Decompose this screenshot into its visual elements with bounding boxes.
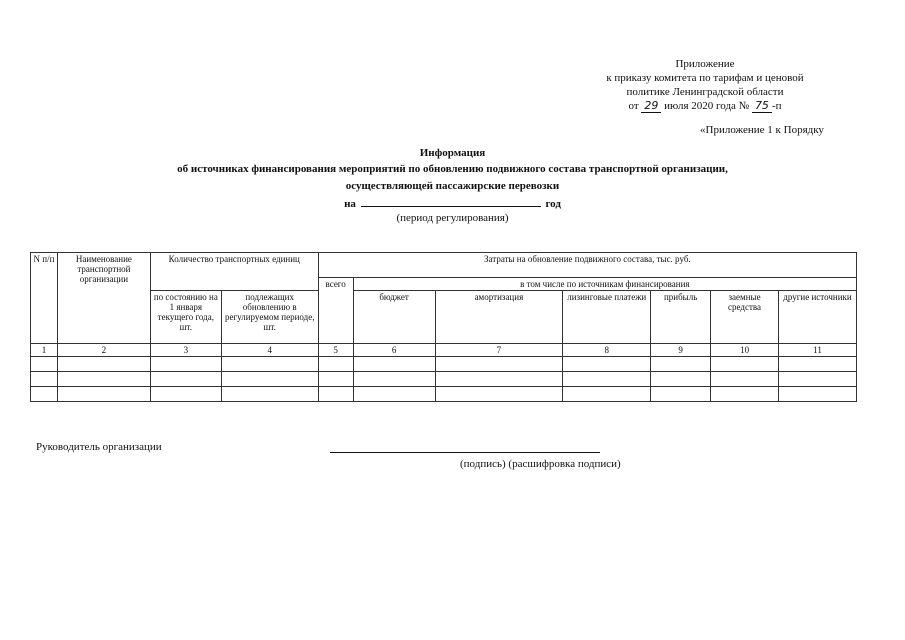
table-cell [563,387,651,402]
period-caption: (период регулирования) [396,212,509,224]
table-cell [150,387,221,402]
date-rest: июля 2020 года № [664,100,750,112]
director-label: Руководитель организации [36,441,162,453]
column-number: 3 [150,344,221,357]
period-prefix: на [344,198,356,210]
header-sources: в том числе по источникам финансирования [353,278,856,291]
table-cell [563,372,651,387]
date-day: 29 [641,99,661,113]
table-cell [318,372,353,387]
table-cell [221,372,318,387]
table-cell [651,372,711,387]
table-cell [711,387,779,402]
table-cell [150,357,221,372]
table-cell [150,372,221,387]
table-cell [435,387,563,402]
order-number-suffix: -п [771,100,782,112]
header-qty: Количество транспортных единиц [150,253,318,291]
column-number: 7 [435,344,563,357]
header-qty-start: по состоянию на 1 января текущего года, шт. [150,291,221,344]
header-total: всего [318,278,353,344]
header-profit: прибыль [651,291,711,344]
column-number: 2 [57,344,150,357]
appendix-line-2: к приказу комитета по тарифам и ценовой [606,72,804,84]
table-cell [318,357,353,372]
table-cell [711,357,779,372]
period-blank [361,196,541,207]
period-line [0,196,905,210]
table-cell [57,372,150,387]
table-row [31,372,857,387]
table-cell [353,357,435,372]
header-loans: заемные средства [711,291,779,344]
table-cell [435,357,563,372]
appendix-reference: «Приложение 1 к Порядку [700,124,824,136]
title-line-2: об источниках финансирования мероприятий по обновлению подвижного состава транспортной организации, [177,163,728,175]
table-cell [221,357,318,372]
table-cell [31,372,58,387]
table-cell [31,357,58,372]
header-num: N п/п [31,253,58,344]
table-cell [57,357,150,372]
column-number: 4 [221,344,318,357]
header-org: Наименование транспортной организации [57,253,150,344]
header-costs: Затраты на обновление подвижного состава, тыс. руб. [318,253,856,278]
table-cell [221,387,318,402]
table-cell [318,387,353,402]
column-number: 8 [563,344,651,357]
header-budget: бюджет [353,291,435,344]
column-number: 9 [651,344,711,357]
table-cell [563,357,651,372]
header-leasing: лизинговые платежи [563,291,651,344]
table-cell [779,357,857,372]
column-number: 10 [711,344,779,357]
table-cell [779,372,857,387]
table-cell [31,387,58,402]
table-row [31,357,857,372]
table-cell [353,387,435,402]
title-line-3: осуществляющей пассажирские перевозки [345,180,560,192]
appendix-line-3: политике Ленинградской области [626,86,784,98]
table-cell [651,357,711,372]
table-cell [353,372,435,387]
title-heading: Информация [419,147,486,159]
date-prefix: от [628,100,639,112]
appendix-block [560,57,850,113]
order-number: 75 [752,99,772,113]
appendix-date-line [560,99,850,113]
signature-line [330,452,600,453]
header-qty-update: подлежащих обновлению в регулируемом периоде, шт. [221,291,318,344]
column-number: 1 [31,344,58,357]
column-number: 6 [353,344,435,357]
header-amortization: амортизация [435,291,563,344]
column-number: 5 [318,344,353,357]
table-row [31,387,857,402]
header-other: другие источники [779,291,857,344]
table-cell [711,372,779,387]
column-number-row [31,344,857,357]
table-cell [651,387,711,402]
appendix-line-1: Приложение [675,58,735,70]
table-cell [779,387,857,402]
signature-caption: (подпись) (расшифровка подписи) [460,458,621,470]
column-number: 11 [779,344,857,357]
period-suffix: год [545,198,561,210]
financing-table [30,252,857,402]
table-cell [57,387,150,402]
table-cell [435,372,563,387]
